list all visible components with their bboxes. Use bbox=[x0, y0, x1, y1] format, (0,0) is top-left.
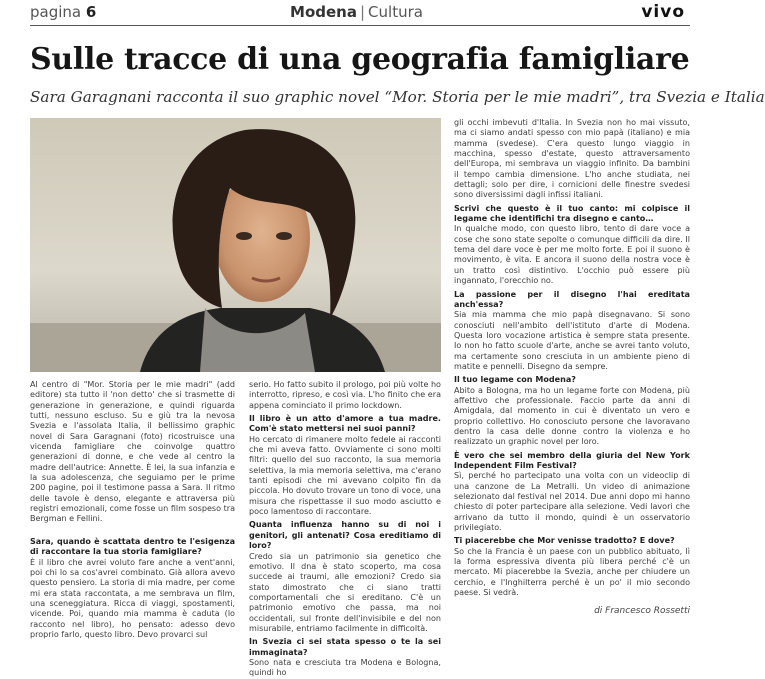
article-paragraph: Abito a Bologna, ma ho un legame forte con Modena, più affettivo che professionale. Faccio parte da anni di Amigdala, dal momento in cui è diventato un vero e proprio collettivo. Ho conosciuto persone che lavoravano dentro la casa delle donne contro la violenza e ho realizzato un graphic novel per loro. bbox=[454, 385, 690, 447]
interview-question: Il tuo legame con Modena? bbox=[454, 375, 576, 385]
brand-logo: vivo bbox=[641, 2, 685, 22]
interview-question: Il libro è un atto d'amore a tua madre. Com'è stato mettersi nei suoi panni? bbox=[249, 414, 441, 434]
article-paragraph: Sia mia mamma che mio papà disegnavano. Si sono conosciuti nell'ambito dell'istituto d'arte di Modena. Questa loro vocazione artistica è sempre stata presente. Io non ho fatto scuole d'arte, anche se avrei tanto voluto, ma certamente sono cresciuta in un ambiente pieno di matite e pennelli. Disegno da sempre. bbox=[454, 310, 690, 371]
section-separator: | bbox=[359, 3, 366, 21]
interview-question: Quanta influenza hanno su di noi i genitori, gli antenati? Cosa ereditiamo di loro? bbox=[249, 520, 441, 551]
article-paragraph: Sì, perché ho partecipato una volta con un videoclip di una canzone de La Metralli. Un video di animazione selezionato dal festival nel 2014. Due anni dopo mi hanno chiesto di poter partecipare alla selezione. Vedi lavori che arrivano da tutto il mondo, quindi è un osservatorio privilegiato. bbox=[454, 471, 690, 533]
interview-question: La passione per il disegno l'hai ereditata anch'essa? bbox=[454, 289, 690, 309]
section-label bbox=[0, 3, 713, 21]
page-number: 6 bbox=[85, 3, 97, 21]
article-paragraph: Credo sia un patrimonio sia genetico che emotivo. Il dna è stato scoperto, ma cosa succede ai traumi, alle emozioni? Credo sia stato dimostrato che ci siano tratti comportamentali che si ereditano. C'è un patrimonio emotivo che passa, ma noi occidentali, sul fronte dell'invisibile e del non misurabile, entriamo facilmente in difficoltà. bbox=[249, 551, 441, 633]
interview-question: Sara, quando è scattata dentro te l'esigenza di raccontare la tua storia famigliare? bbox=[30, 536, 235, 557]
article-paragraph: gli occhi imbevuti d'Italia. In Svezia non ho mai vissuto, ma ci siamo andati spesso con mio papà (italiano) e mia mamma (svedese). C'era questo lungo viaggio in macchina, spesso d'estate, questo attraversamento dell'Europa, mi sembrava un viaggio infinito. Da bambini il tempo cambia dimensione. L'ho anche studiata, nei dettagli; solo per dire, i cornicioni delle finestre svedesi sono diversissimi dagli infissi italiani. bbox=[454, 118, 690, 200]
interview-question: Ti piacerebbe che Mor venisse tradotto? E dove? bbox=[454, 536, 675, 546]
interview-question: È vero che sei membro della giuria del New York Independent Film Festival? bbox=[454, 450, 690, 470]
paragraph-spacer bbox=[30, 525, 235, 534]
article-title: Sulle tracce di una geografia famigliare bbox=[30, 42, 690, 77]
author-photo bbox=[30, 118, 441, 372]
article-paragraph: Ho cercato di rimanere molto fedele ai racconti che mi aveva fatto. Ovviamente ci sono molti filtri: quello del suo racconto, la sua memoria selettiva, la mia memoria selettiva, ma c'erano tanti episodi che mi avevano colpito fin da piccola. Ho dovuto trovare un tono di voce, una misura che rispettasse il suo modo asciutto e poco lamentoso di raccontare. bbox=[249, 434, 441, 517]
interview-question: Scrivi che questo è il tuo canto: mi colpisce il legame che identifichi tra disegno e canto… bbox=[454, 203, 690, 224]
article-paragraph: In qualche modo, con questo libro, tento di dare voce a cose che sono state sepolte o comunque difficili da dire. Il tema del dare voce è per me molto forte. E poi il suono è movimento, è vita. E ancora il suono della nostra voce è un tratto così distintivo. L'occhio può essere più ingannato, l'orecchio no. bbox=[454, 224, 690, 286]
article-column-3 bbox=[454, 118, 690, 598]
article-byline: di Francesco Rossetti bbox=[594, 606, 690, 616]
article-paragraph: serio. Ho fatto subito il prologo, poi più volte ho interrotto, ripreso, e così via. L'ho finito che era appena cominciato il primo lockdown. bbox=[249, 380, 441, 410]
article-paragraph: So che la Francia è un paese con un pubblico abituato, lì la forma espressiva diventa più libera perché c'è un mercato. Mi piacerebbe la Svezia, anche per chiudere un cerchio, e l'Inghilterra perché è un po' il mio secondo paese. Si vedrà. bbox=[454, 546, 690, 598]
page-header bbox=[0, 0, 713, 26]
article-paragraph: Sono nata e cresciuta tra Modena e Bologna, quindi ho bbox=[249, 657, 441, 678]
article-paragraph: È il libro che avrei voluto fare anche a vent'anni, poi chi lo sa cos'avrei combinato. Già allora avevo questo pensiero. La storia di mia madre, per come mi era stata raccontata, a me sembrava un film, una sceneggiatura. Ricca di viaggi, spostamenti, vicende. Poi, quando mia mamma è caduta (lo racconto nel libro), ho pensato: adesso devo proprio farlo, questo libro. Devo provarci sul bbox=[30, 557, 235, 639]
interview-question: In Svezia ci sei stata spesso o te la sei immaginata? bbox=[249, 637, 441, 657]
article-paragraph: Al centro di "Mor. Storia per le mie madri" (add editore) sta tutto il 'non detto' che si trasmette di generazione in generazione, e quindi riguarda tutti, nessuno escluso. Su e giù tra la nevosa Svezia e l'assolata Italia, il bellissimo graphic novel di Sara Garagnani (foto) ricostruisce una vicenda famigliare che coinvolge quattro generazioni di donne, e che vede al centro la madre dell'autrice: Annette. È lei, la sua infanzia e la sua adolescenza, che seguiamo per le prime 200 pagine, poi il testimone passa a Sara. Il ritmo delle tavole è denso, elegante e attraversa più registri emozionali, come fosse un film sospeso tra Bergman e Fellini. bbox=[30, 380, 235, 524]
article-column-1 bbox=[30, 380, 235, 639]
article-subtitle: Sara Garagnani racconta il suo graphic novel “Mor. Storia per le mie madri”, tra Svezia e Italia bbox=[30, 88, 765, 106]
portrait-illustration bbox=[30, 118, 441, 372]
section-category: Cultura bbox=[368, 3, 423, 21]
section-city: Modena bbox=[290, 3, 357, 21]
page-word: pagina bbox=[30, 3, 82, 21]
article-column-2 bbox=[249, 380, 441, 678]
header-rule bbox=[30, 25, 690, 26]
